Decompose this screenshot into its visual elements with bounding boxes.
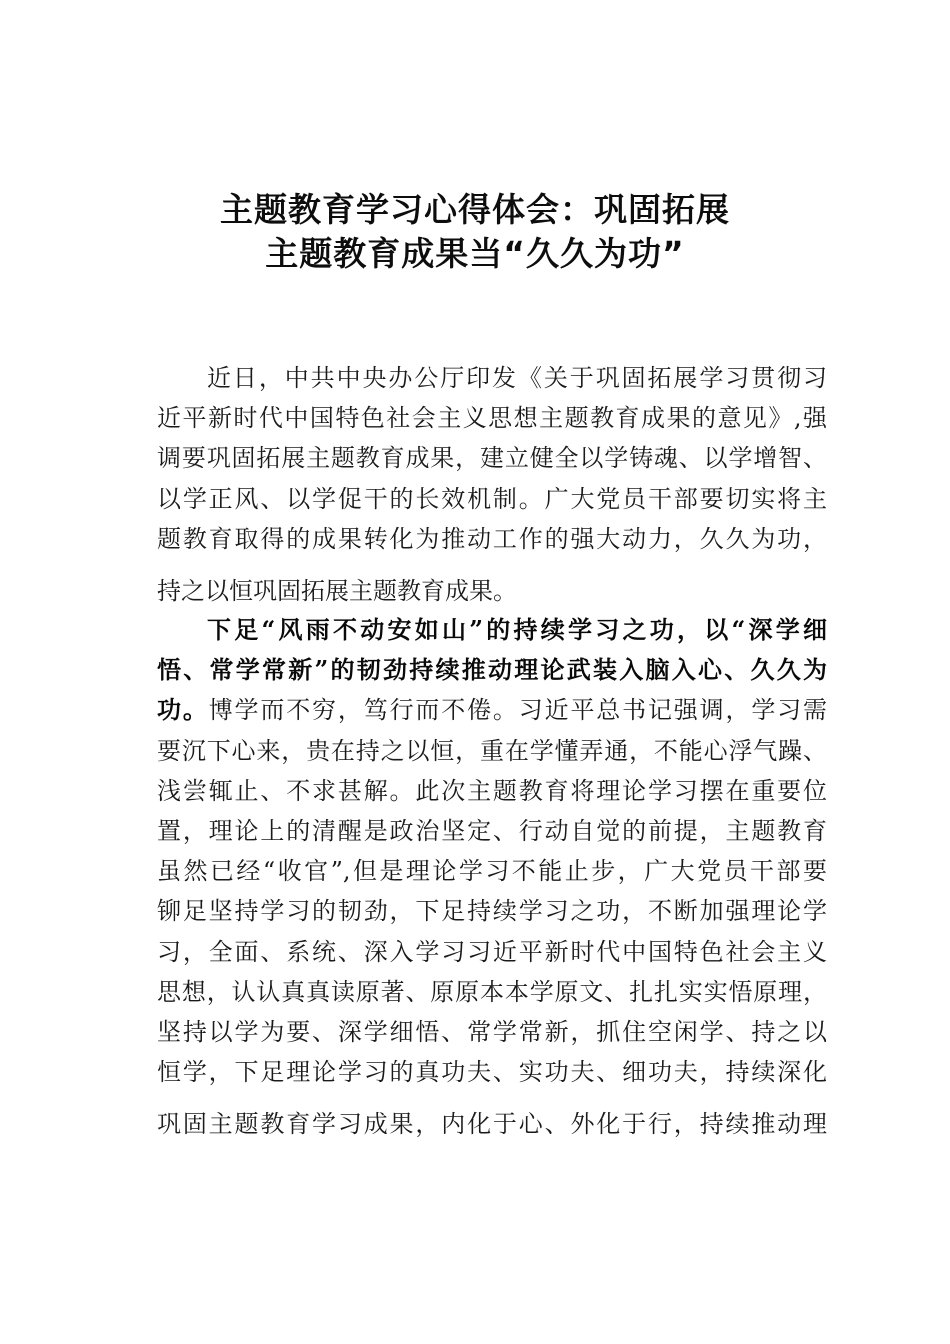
paragraph-line: 巩固主题教育学习成果，内化于心、外化于行，持续推动理 xyxy=(157,1110,827,1139)
paragraph-2 xyxy=(157,610,827,1144)
paragraph-line: 习，全面、系统、深入学习习近平新时代中国特色社会主义 xyxy=(157,937,827,966)
paragraph-line: 题教育取得的成果转化为推动工作的强大动力，久久为功， xyxy=(157,524,827,553)
paragraph-line: 调要巩固拓展主题教育成果，建立健全以学铸魂、以学增智、 xyxy=(157,444,827,473)
paragraph-line: 思想，认认真真读原著、原原本本学原文、扎扎实实悟原理， xyxy=(157,977,827,1006)
paragraph-line: 近日，中共中央办公厅印发《关于巩固拓展学习贯彻习 xyxy=(207,364,827,392)
paragraph-line: 以学正风、以学促干的长效机制。广大党员干部要切实将主 xyxy=(157,484,827,513)
paragraph-line-mixed xyxy=(157,690,827,730)
paragraph-line: 恒学，下足理论学习的真功夫、实功夫、细功夫，持续深化 xyxy=(157,1058,827,1087)
paragraph-line: 置，理论上的清醒是政治坚定、行动自觉的前提，主题教育 xyxy=(157,816,827,845)
paragraph-line: 持之以恒巩固拓展主题教育成果。 xyxy=(157,576,517,605)
paragraph-heading-end: 功。 xyxy=(157,695,209,725)
paragraph-line: 铆足坚持学习的韧劲，下足持续学习之功，不断加强理论学 xyxy=(157,897,827,926)
paragraph-heading-line: 悟、常学常新”的韧劲持续推动理论武装入脑入心、久久为 xyxy=(157,655,827,685)
title-line-1: 主题教育学习心得体会：巩固拓展 xyxy=(220,190,730,229)
paragraph-line: 虽然已经“收官”,但是理论学习不能止步，广大党员干部要 xyxy=(157,857,827,886)
document-title xyxy=(0,188,950,276)
paragraph-heading-line: 下足“风雨不动安如山”的持续学习之功，以“深学细 xyxy=(207,615,827,644)
paragraph-line: 浅尝辄止、不求甚解。此次主题教育将理论学习摆在重要位 xyxy=(157,776,827,805)
title-line-2: 主题教育成果当“久久为功” xyxy=(265,234,685,273)
paragraph-line: 坚持以学为要、深学细悟、常学常新，抓住空闲学、持之以 xyxy=(157,1017,827,1046)
paragraph-line: 近平新时代中国特色社会主义思想主题教育成果的意见》,强 xyxy=(157,404,827,433)
paragraph-line: 要沉下心来，贵在持之以恒，重在学懂弄通，不能心浮气躁、 xyxy=(157,736,827,765)
paragraph-text: 博学而不穷，笃行而不倦。习近平总书记强调，学习需 xyxy=(208,696,828,725)
paragraph-1 xyxy=(157,358,827,611)
